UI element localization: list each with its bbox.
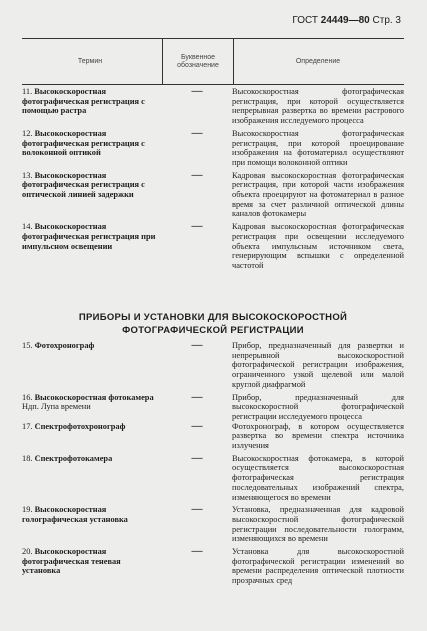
term-name: Высокоскоростная голографическая установка bbox=[22, 505, 128, 524]
designation-dash: — bbox=[191, 545, 203, 558]
non-recommended-term: Ндп. Лупа времени bbox=[22, 402, 91, 412]
term-name: Высокоскоростная фотографическая регистрация с помощью растра bbox=[22, 87, 145, 116]
table-row: 18. Спектрофотокамера — Высокоскоростная фотокамера, в которой осуществляется высокоскоростная фотографическая регистрация последовательных изображений спектра, изменяющегося во времени bbox=[22, 451, 404, 502]
table-row: 13. Высокоскоростная фотографическая регистрация с оптической линией задержки — Кадровая высокоскоростная фотографическая регистрация, при которой части изображения объекта проецируют на фотоматериал в разное время за счет различной оптической длины каналов фотокамеры bbox=[22, 168, 404, 219]
term-name: Высокоскоростная фотографическая теневая установка bbox=[22, 547, 121, 576]
designation-dash: — bbox=[191, 390, 203, 403]
standard-number: 24449—80 bbox=[320, 15, 370, 26]
section-title-line2: ФОТОГРАФИЧЕСКОЙ РЕГИСТРАЦИИ bbox=[122, 325, 304, 336]
term-definition: Высокоскоростная фотографическая регистрация, при которой осуществляется непрерывная развертка во времени растрового изображения исследуемого процесса bbox=[232, 87, 404, 126]
term-definition: Кадровая высокоскоростная фотографическая регистрация, при которой части изображения объекта проецируют на фотоматериал в разное время за счет различной оптической длины каналов фотокамеры bbox=[232, 170, 404, 219]
term-name: Высокоскоростная фотографическая регистрация при импульсном освещении bbox=[22, 222, 156, 251]
table-row: 11. Высокоскоростная фотографическая регистрация с помощью растра — Высокоскоростная фотографическая регистрация, при которой осуществляется непрерывная развертка во времени растрового изображения исследуемого процесса bbox=[22, 85, 404, 126]
term-name: Высокоскоростная фотографическая регистрация с волоконной оптикой bbox=[22, 128, 145, 158]
designation-dash: — bbox=[191, 85, 203, 97]
term-definition: Прибор, предназначенный для высокоскоростной фотографической регистрации исследуемого процесса bbox=[232, 392, 404, 421]
term-name: Высокоскоростная фотокамера bbox=[34, 392, 154, 402]
table-row: 20. Высокоскоростная фотографическая теневая установка — Установка для высокоскоростной фотографической регистрации изменений во времени распределения оптической плотности прозрачных сред bbox=[22, 545, 404, 586]
designation-dash: — bbox=[191, 126, 203, 139]
term-definition: Установка для высокоскоростной фотографической регистрации изменений во времени распределения оптической плотности прозрачных сред bbox=[232, 547, 404, 586]
table-header bbox=[22, 38, 404, 85]
designation-dash: — bbox=[191, 451, 203, 464]
column-header-definition: Определение bbox=[295, 57, 341, 65]
terms-table-top bbox=[22, 87, 404, 271]
term-definition: Фотохронограф, в котором осуществляется развертка во времени спектра источника излучения bbox=[232, 421, 404, 451]
table-row: 19. Высокоскоростная голографическая установка — Установка, предназначенная для кадровой высокоскоростной фотографической регистрации последовательности голограмм, изменяющихся во времени bbox=[22, 503, 404, 544]
standard-prefix: ГОСТ bbox=[292, 15, 319, 26]
designation-dash: — bbox=[191, 168, 203, 181]
term-name: Спектрофотохронограф bbox=[34, 421, 126, 431]
terms-table-bottom bbox=[22, 341, 404, 586]
page-header bbox=[292, 15, 401, 26]
term-definition: Кадровая высокоскоростная фотографическая регистрация при освещении исследуемого объекта импульсным источником света, генерирующим вспышки с определенной частотой bbox=[232, 222, 404, 270]
term-name: Спектрофотокамера bbox=[34, 453, 113, 463]
section-title bbox=[22, 311, 404, 337]
term-definition: Установка, предназначенная для кадровой высокоскоростной фотографической регистрации последовательности голограмм, изменяющихся во времени bbox=[232, 505, 404, 544]
term-definition: Прибор, предназначенный для развертки и непрерывной высокоскоростной фотографической регистрации изображения, ограниченного узкой щелевой или малой круглой диафрагмой bbox=[232, 341, 404, 389]
table-row: 17. Спектрофотохронограф — Фотохронограф, в котором осуществляется развертка во времени спектра источника излучения bbox=[22, 419, 404, 451]
designation-dash: — bbox=[191, 339, 203, 351]
table-row: 14. Высокоскоростная фотографическая регистрация при импульсном освещении — Кадровая высокоскоростная фотографическая регистрация при освещении исследуемого объекта импульсным источником света, генерирующим вспышки с определенной частотой bbox=[22, 220, 404, 270]
designation-dash: — bbox=[191, 419, 203, 432]
designation-dash: — bbox=[191, 220, 203, 233]
table-row: 15. Фотохронограф — Прибор, предназначенный для развертки и непрерывной высокоскоростной фотографической регистрации изображения, ограниченного узкой щелевой или малой круглой диафрагмой bbox=[22, 339, 404, 389]
page-number: Стр. 3 bbox=[372, 15, 401, 26]
table-row: 12. Высокоскоростная фотографическая регистрация с волоконной оптикой — Высокоскоростная фотографическая регистрация, при которой проецирование изображения на фотоматериал осуществляют при помощи волоконной оптики bbox=[22, 126, 404, 167]
column-header-designation: Буквенное обозначение bbox=[162, 39, 234, 84]
term-definition: Высокоскоростная фотокамера, в которой осуществляется высокоскоростная фотографическая регистрация последовательных изображений спектра, изменяющегося во времени bbox=[232, 453, 404, 502]
term-name: Фотохронограф bbox=[34, 341, 95, 350]
term-definition: Высокоскоростная фотографическая регистрация, при которой проецирование изображения на фотоматериал осуществляют при помощи волоконной оптики bbox=[232, 128, 404, 167]
section-title-line1: ПРИБОРЫ И УСТАНОВКИ ДЛЯ ВЫСОКОСКОРОСТНОЙ bbox=[78, 312, 348, 323]
table-row: 16. Высокоскоростная фотокамера Ндп. Лупа времени — Прибор, предназначенный для высокоскоростной фотографической регистрации исследуемого процесса bbox=[22, 390, 404, 421]
column-header-term: Термин bbox=[77, 57, 103, 65]
term-name: Высокоскоростная фотографическая регистрация с оптической линией задержки bbox=[22, 170, 145, 200]
designation-dash: — bbox=[191, 503, 203, 516]
